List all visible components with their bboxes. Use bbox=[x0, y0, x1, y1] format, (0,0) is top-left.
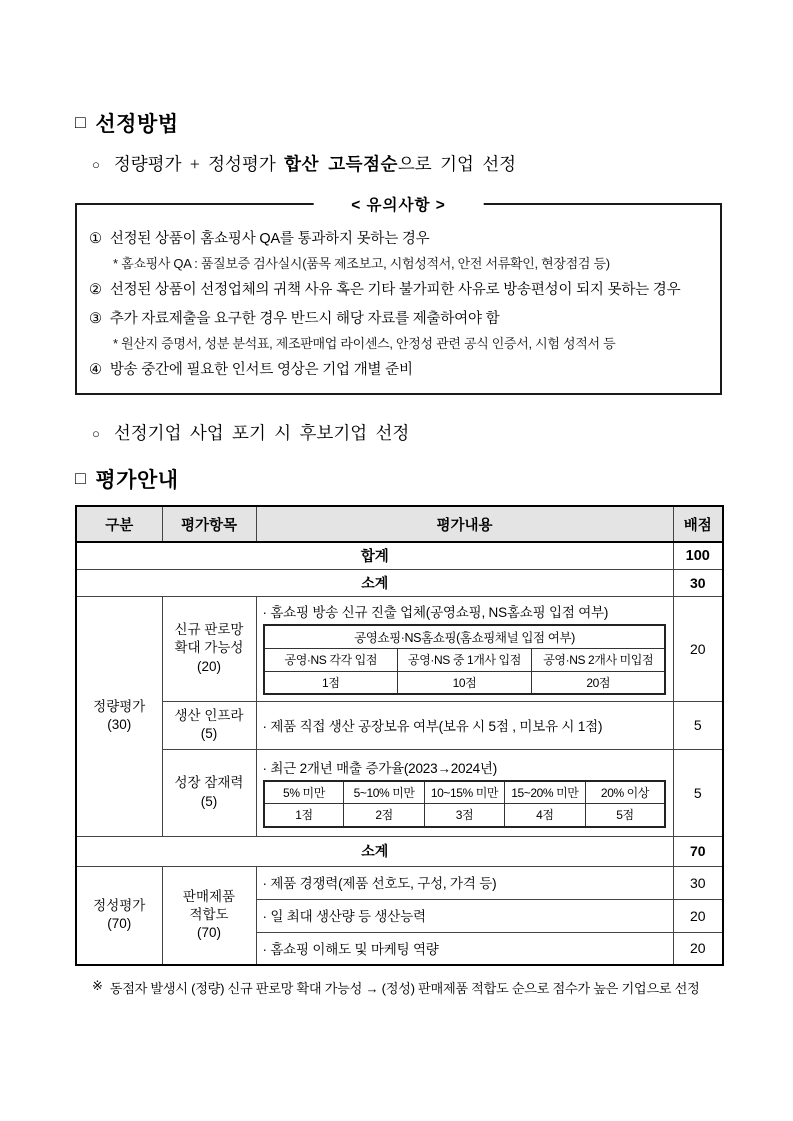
growth-point-3: 4점 bbox=[505, 804, 585, 827]
qual-item-label: 판매제품 적합도 bbox=[182, 888, 236, 923]
qual-criteria-marketing-cell bbox=[256, 932, 673, 965]
notice-item-3-text: 추가 자료제출을 요구한 경우 반드시 해당 자료를 제출하여야 함 bbox=[109, 311, 500, 328]
channel-condition-1: 공영·NS 중 1개사 입점 bbox=[398, 648, 532, 671]
evaluation-table bbox=[75, 505, 724, 966]
quant-item-market-score: (20) bbox=[196, 658, 221, 674]
header-cell-criteria: 평가내용 bbox=[256, 506, 673, 542]
growth-point-1: 2점 bbox=[344, 804, 424, 827]
quant-row-growth bbox=[76, 749, 723, 836]
qual-score-marketing-cell: 20 bbox=[673, 932, 723, 965]
header-cell-category: 구분 bbox=[76, 506, 162, 542]
quant-row-infra bbox=[76, 701, 723, 749]
quant-score-market-cell: 20 bbox=[673, 596, 723, 701]
channel-entry-condition-row bbox=[264, 648, 666, 671]
channel-entry-point-row bbox=[264, 671, 666, 694]
quant-subtotal-row bbox=[76, 569, 723, 596]
quant-item-infra-score: (5) bbox=[200, 726, 218, 742]
channel-point-0: 1점 bbox=[264, 671, 398, 694]
notice-item-2-text: 선정된 상품이 선정업체의 귀책 사유 혹은 기타 불가피한 사유로 방송편성이 되지 못하는 경우 bbox=[109, 282, 681, 299]
circle-bullet-icon: ○ bbox=[92, 157, 100, 172]
quant-item-infra-label: 생산 인프라 bbox=[174, 707, 244, 723]
header-cell-item: 평가항목 bbox=[162, 506, 256, 542]
tie-breaker-footnote-text: 동점자 발생시 (정량) 신규 판로망 확대 가능성 → (정성) 판매제품 적합도 순으로 점수가 높은 기업으로 선정 bbox=[109, 981, 700, 997]
notice-item-4-text: 방송 중간에 필요한 인서트 영상은 기업 개별 준비 bbox=[109, 362, 413, 379]
notice-item-1 bbox=[89, 229, 708, 250]
qual-subtotal-row bbox=[76, 836, 723, 866]
growth-range-4: 20% 이상 bbox=[585, 781, 665, 804]
growth-rate-point-row bbox=[264, 804, 666, 827]
growth-rate-table bbox=[263, 780, 667, 828]
quant-row-market bbox=[76, 596, 723, 701]
qual-subtotal-label-cell: 소계 bbox=[76, 836, 673, 866]
selection-method-heading bbox=[75, 108, 722, 138]
notice-item-4 bbox=[89, 360, 708, 381]
quant-item-market-label: 신규 판로망 확대 가능성 bbox=[174, 622, 244, 656]
qual-subtotal-score-cell: 70 bbox=[673, 836, 723, 866]
growth-range-2: 10~15% 미만 bbox=[424, 781, 504, 804]
quant-item-infra-cell bbox=[162, 701, 256, 749]
qual-item-score: (70) bbox=[196, 925, 221, 941]
notice-item-2-number: ② bbox=[89, 282, 102, 299]
square-marker-icon: □ bbox=[75, 467, 87, 488]
square-marker-icon: □ bbox=[75, 111, 87, 132]
quant-item-growth-cell bbox=[162, 749, 256, 836]
qual-criteria-marketing-text: · 홈쇼핑 이해도 및 마케팅 역량 bbox=[262, 941, 439, 957]
quant-item-growth-score: (5) bbox=[200, 793, 218, 809]
quant-criteria-infra-cell bbox=[256, 701, 673, 749]
qual-group-label: 정성평가 bbox=[93, 898, 146, 914]
selection-line-prefix: 정량평가 + 정성평가 bbox=[113, 154, 285, 174]
header-cell-score: 배점 bbox=[673, 506, 723, 542]
qual-score-competitiveness-cell: 30 bbox=[673, 866, 723, 899]
total-score-cell: 100 bbox=[673, 542, 723, 569]
qual-criteria-competitiveness-text: · 제품 경쟁력(제품 선호도, 구성, 가격 등) bbox=[262, 876, 497, 892]
quant-criteria-growth-text: · 최근 2개년 매출 증가율(2023→2024년) bbox=[262, 760, 498, 776]
notice-item-4-number: ④ bbox=[89, 362, 102, 379]
total-label-cell: 합계 bbox=[76, 542, 673, 569]
notice-item-2 bbox=[89, 280, 708, 301]
qual-criteria-competitiveness-cell bbox=[256, 866, 673, 899]
growth-range-1: 5~10% 미만 bbox=[344, 781, 424, 804]
selection-method-title: 선정방법 bbox=[95, 113, 179, 136]
quant-score-infra-cell: 5 bbox=[673, 701, 723, 749]
selection-method-text bbox=[114, 151, 516, 176]
circle-bullet-icon: ○ bbox=[92, 426, 100, 442]
channel-condition-0: 공영·NS 각각 입점 bbox=[264, 648, 398, 671]
quant-item-market-cell bbox=[162, 596, 256, 701]
quant-group-cell bbox=[76, 596, 162, 836]
evaluation-guide-title: 평가안내 bbox=[95, 469, 179, 493]
notice-item-1-subnote: * 홈쇼핑사 QA : 품질보증 검사실시(품목 제조보고, 시험성적서, 안전 서류확인, 현장점검 등) bbox=[113, 256, 610, 272]
quant-group-score: (30) bbox=[107, 717, 132, 733]
qual-item-cell bbox=[162, 866, 256, 965]
tie-breaker-footnote bbox=[75, 978, 722, 997]
notice-item-3-number: ③ bbox=[89, 311, 102, 328]
channel-entry-header-cell: 공영쇼핑·NS홈쇼핑(홈쇼핑채널 입점 여부) bbox=[264, 625, 666, 648]
channel-entry-header-row bbox=[264, 625, 666, 648]
quant-subtotal-score-cell: 30 bbox=[673, 569, 723, 596]
quant-group-label: 정량평가 bbox=[93, 698, 146, 714]
notice-box bbox=[75, 197, 722, 395]
qual-group-score: (70) bbox=[107, 916, 132, 932]
growth-range-3: 15~20% 미만 bbox=[505, 781, 585, 804]
evaluation-guide-heading bbox=[75, 464, 722, 494]
channel-point-1: 10점 bbox=[398, 671, 532, 694]
channel-point-2: 20점 bbox=[531, 671, 665, 694]
quant-subtotal-label-cell: 소계 bbox=[76, 569, 673, 596]
qual-group-cell bbox=[76, 866, 162, 965]
channel-condition-2: 공영·NS 2개사 미입점 bbox=[531, 648, 665, 671]
channel-entry-table bbox=[263, 624, 667, 695]
growth-point-4: 5점 bbox=[585, 804, 665, 827]
selection-line-suffix: 으로 기업 선정 bbox=[397, 154, 517, 174]
table-header-row bbox=[76, 506, 723, 542]
notice-box-title: < 유의사항 > bbox=[313, 193, 484, 215]
selection-method-line bbox=[75, 151, 722, 176]
quant-criteria-growth-cell bbox=[256, 749, 673, 836]
quant-item-growth-label: 성장 잠재력 bbox=[174, 775, 244, 791]
reference-mark-icon: ※ bbox=[92, 978, 103, 994]
selection-line-bold: 합산 고득점순 bbox=[284, 154, 398, 174]
total-row bbox=[76, 542, 723, 569]
qual-row-competitiveness bbox=[76, 866, 723, 899]
quant-criteria-infra-text: · 제품 직접 생산 공장보유 여부(보유 시 5점 , 미보유 시 1점) bbox=[262, 718, 603, 734]
notice-item-1-number: ① bbox=[89, 231, 102, 247]
qual-criteria-capacity-text: · 일 최대 생산량 등 생산능력 bbox=[262, 909, 426, 925]
qual-criteria-capacity-cell bbox=[256, 899, 673, 932]
backup-company-text: 선정기업 사업 포기 시 후보기업 선정 bbox=[113, 423, 410, 444]
notice-item-3-subnote: * 원산지 증명서, 성분 분석표, 제조판매업 라이센스, 안정성 관련 공식 인증서, 시험 성적서 등 bbox=[113, 336, 616, 352]
growth-rate-range-row bbox=[264, 781, 666, 804]
growth-point-0: 1점 bbox=[264, 804, 344, 827]
quant-criteria-market-cell bbox=[256, 596, 673, 701]
qual-score-capacity-cell: 20 bbox=[673, 899, 723, 932]
notice-item-1-text: 선정된 상품이 홈쇼핑사 QA를 통과하지 못하는 경우 bbox=[109, 231, 430, 247]
quant-score-growth-cell: 5 bbox=[673, 749, 723, 836]
growth-point-2: 3점 bbox=[424, 804, 504, 827]
notice-item-3 bbox=[89, 309, 708, 330]
quant-criteria-market-text: · 홈쇼핑 방송 신규 진출 업체(공영쇼핑, NS홈쇼핑 입점 여부) bbox=[262, 605, 609, 621]
backup-company-line bbox=[75, 420, 722, 445]
growth-range-0: 5% 미만 bbox=[264, 781, 344, 804]
